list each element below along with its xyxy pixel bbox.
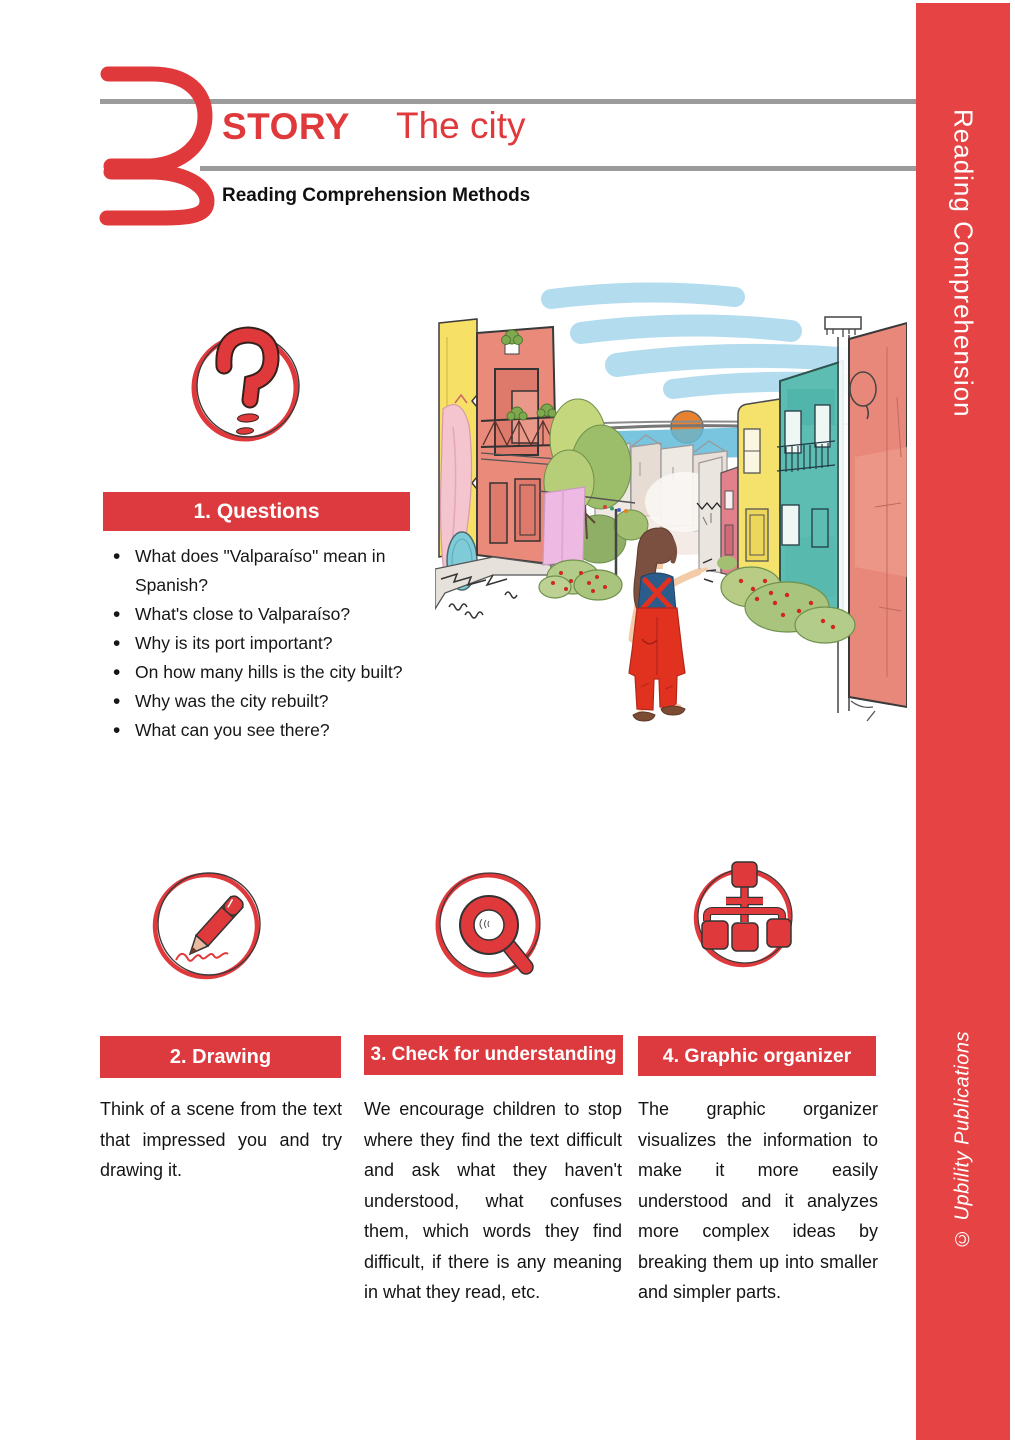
chapter-sidebar — [916, 3, 1010, 1440]
flowchart-icon — [690, 860, 802, 976]
drawing-body-text: Think of a scene from the text that impressed you and try drawing it. — [100, 1099, 342, 1180]
page-title: The city — [396, 105, 526, 146]
questions-list — [111, 542, 411, 745]
question-mark-icon — [188, 320, 306, 460]
pencil-icon — [150, 862, 272, 986]
question-item: • Why is its port important? — [111, 629, 411, 658]
graphic-organizer-banner — [638, 1036, 876, 1076]
valparaiso-street-illustration — [435, 277, 907, 745]
header-rule-bottom — [200, 166, 916, 171]
check-banner-label: 3. Check for understanding — [370, 1044, 617, 1065]
drawing-banner — [100, 1036, 341, 1078]
questions-banner — [103, 492, 410, 531]
graphic-organizer-body-text: The graphic organizer visualizes the information to make it more easily understood and it analyzes more complex ideas by breaking them up into smaller and simpler parts. — [638, 1099, 878, 1302]
question-item: • On how many hills is the city built? — [111, 658, 411, 687]
question-item: • What can you see there? — [111, 716, 411, 745]
questions-banner-label: 1. Questions — [193, 499, 320, 523]
section-label: STORY — [222, 106, 350, 147]
magnifier-icon — [432, 868, 548, 984]
header-rule-top — [100, 99, 916, 104]
check-for-understanding-banner — [364, 1035, 623, 1075]
unit-number-3-glyph — [95, 60, 215, 230]
check-for-understanding-body-text: We encourage children to stop where they find the text difficult and ask what they haven't understood, what confuses them, which words they find difficult, if there is any meaning in what they read, etc. — [364, 1099, 622, 1302]
question-item: • Why was the city rebuilt? — [111, 687, 411, 716]
sidebar-chapter-title: Reading Comprehension — [948, 109, 979, 418]
organizer-banner-label: 4. Graphic organizer — [662, 1044, 852, 1067]
question-item: • What's close to Valparaíso? — [111, 600, 411, 629]
drawing-banner-label: 2. Drawing — [169, 1045, 272, 1068]
page-subtitle: Reading Comprehension Methods — [222, 185, 531, 206]
sidebar-publisher-credit: © Upbility Publications — [951, 1031, 974, 1250]
question-item: • What does "Valparaíso" mean in Spanish? — [111, 542, 411, 600]
